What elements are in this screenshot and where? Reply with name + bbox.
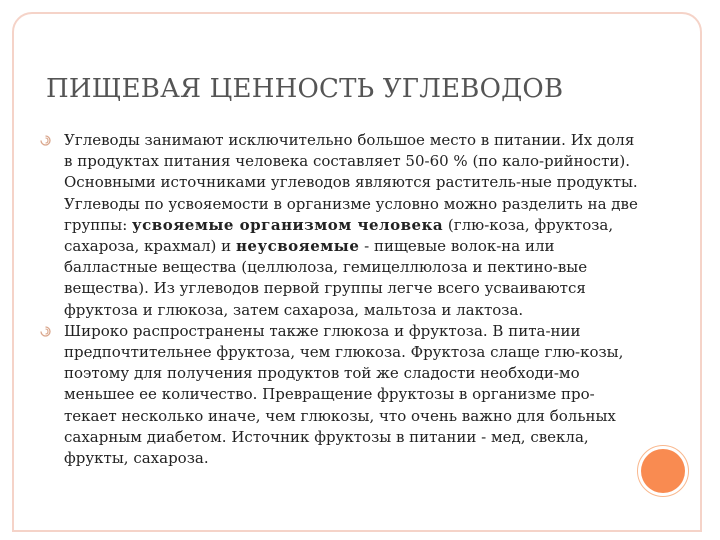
bullet-item: [40, 130, 640, 321]
bullet-text: [64, 130, 640, 321]
emphasis-indigestible: неусвояемые: [235, 237, 360, 256]
title-divider: [46, 116, 702, 117]
bullet-text: Широко распространены также глюкоза и фруктоза. В пита-нии предпочтительнее фруктоза, чем глюкоза. Фруктоза слаще глю-козы, поэтому для получения продуктов той же сладости необходи-мо меньшее ее количество. Превращение фруктозы в организме про-текает несколько иначе, чем глюкозы, что очень важно для больных сахарным диабетом. Источник фруктозы в питании - мед, свекла, фрукты, сахароза.: [64, 321, 624, 468]
bullet-text-part: - пищевые волок-на или балластные вещества (целлюлоза, гемицеллюлоза и пектино-вые вещества). Из углеводов первой группы легче всего усваиваются фруктоза и глюкоза, затем сахароза, мальтоза и лактоза.: [64, 237, 588, 319]
ornament-bullet-icon: [40, 135, 51, 146]
bullet-text-part: (глю-коза, фруктоза, сахароза, крахмал) и: [64, 215, 614, 256]
slide-content: [40, 130, 640, 469]
emphasis-digestible: усвояемые организмом человека: [132, 215, 444, 234]
bullet-item: [40, 321, 640, 469]
slide-title: ПИЩЕВАЯ ЦЕННОСТЬ УГЛЕВОДОВ: [46, 74, 564, 104]
bullet-text-part: Углеводы занимают исключительно большое место в питании. Их доля в продуктах питания человека составляет 50-60 % (по кало-рийности). Основными источниками углеводов являются раститель-ные продукты. Углеводы по усвояемости в организме условно можно разделить на две группы:: [64, 131, 638, 234]
decorative-orange-circle: [641, 449, 685, 493]
ornament-bullet-icon: [40, 326, 51, 337]
